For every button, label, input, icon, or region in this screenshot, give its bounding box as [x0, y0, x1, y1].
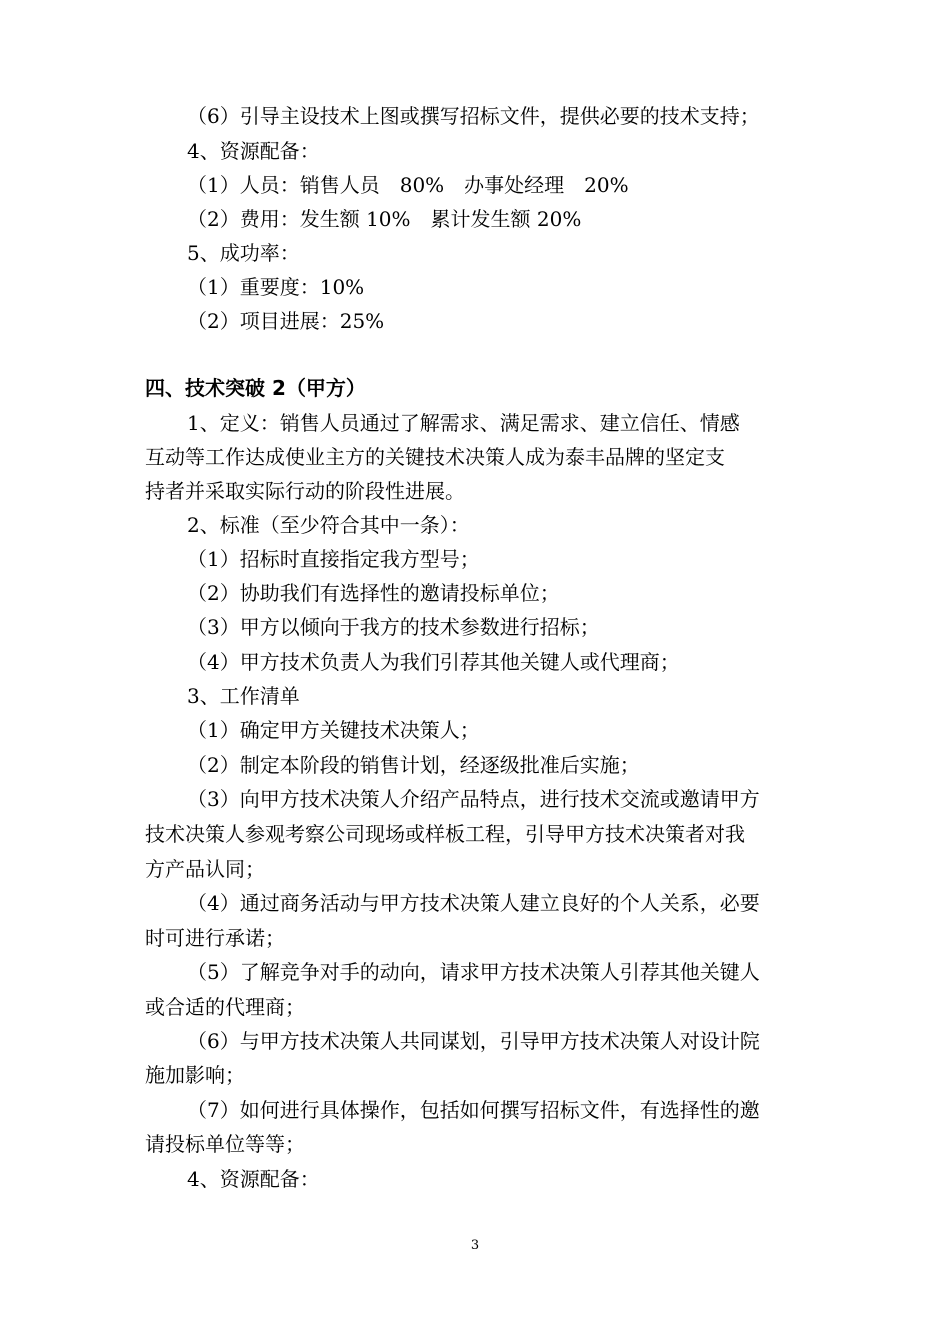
text-line: （3）向甲方技术决策人介绍产品特点，进行技术交流或邀请甲方: [187, 787, 760, 811]
text-line: （2）制定本阶段的销售计划，经逐级批准后实施；: [187, 753, 640, 777]
text-line: 互动等工作达成使业主方的关键技术决策人成为泰丰品牌的坚定支: [145, 445, 725, 469]
text-line: 4、资源配备：: [187, 1167, 320, 1191]
text-line: （2）费用：发生额 10% 累计发生额 20%: [187, 207, 582, 231]
text-line: （2）项目进展：25%: [187, 309, 385, 333]
text-line: （7）如何进行具体操作，包括如何撰写招标文件，有选择性的邀: [187, 1098, 760, 1122]
text-line: （1）重要度：10%: [187, 275, 365, 299]
text-line: （4）通过商务活动与甲方技术决策人建立良好的个人关系，必要: [187, 891, 760, 915]
text-line: （6）引导主设技术上图或撰写招标文件，提供必要的技术支持；: [187, 104, 760, 128]
text-line: （5）了解竞争对手的动向，请求甲方技术决策人引荐其他关键人: [187, 960, 760, 984]
section-title: 四、技术突破 2（甲方）: [145, 376, 366, 400]
text-line: （1）招标时直接指定我方型号；: [187, 547, 480, 571]
text-line: 施加影响；: [145, 1063, 245, 1087]
text-line: （1）人员：销售人员 80% 办事处经理 20%: [187, 173, 629, 197]
text-line: 5、成功率：: [187, 241, 300, 265]
text-line: 2、标准（至少符合其中一条）：: [187, 513, 470, 537]
text-line: （4）甲方技术负责人为我们引荐其他关键人或代理商；: [187, 650, 680, 674]
text-line: 或合适的代理商；: [145, 995, 305, 1019]
text-line: （1）确定甲方关键技术决策人；: [187, 718, 480, 742]
text-line: （6）与甲方技术决策人共同谋划，引导甲方技术决策人对设计院: [187, 1029, 760, 1053]
text-line: 4、资源配备：: [187, 139, 320, 163]
text-line: （2）协助我们有选择性的邀请投标单位；: [187, 581, 560, 605]
text-line: 时可进行承诺；: [145, 926, 285, 950]
text-line: 方产品认同；: [145, 857, 265, 881]
text-line: 请投标单位等等；: [145, 1132, 305, 1156]
text-line: 3、工作清单: [187, 684, 300, 708]
text-line: 持者并采取实际行动的阶段性进展。: [145, 479, 465, 503]
text-line: 技术决策人参观考察公司现场或样板工程，引导甲方技术决策者对我: [145, 822, 745, 846]
text-line: 1、定义：销售人员通过了解需求、满足需求、建立信任、情感: [187, 411, 740, 435]
page-number: 3: [470, 1238, 480, 1253]
text-line: （3）甲方以倾向于我方的技术参数进行招标；: [187, 615, 600, 639]
